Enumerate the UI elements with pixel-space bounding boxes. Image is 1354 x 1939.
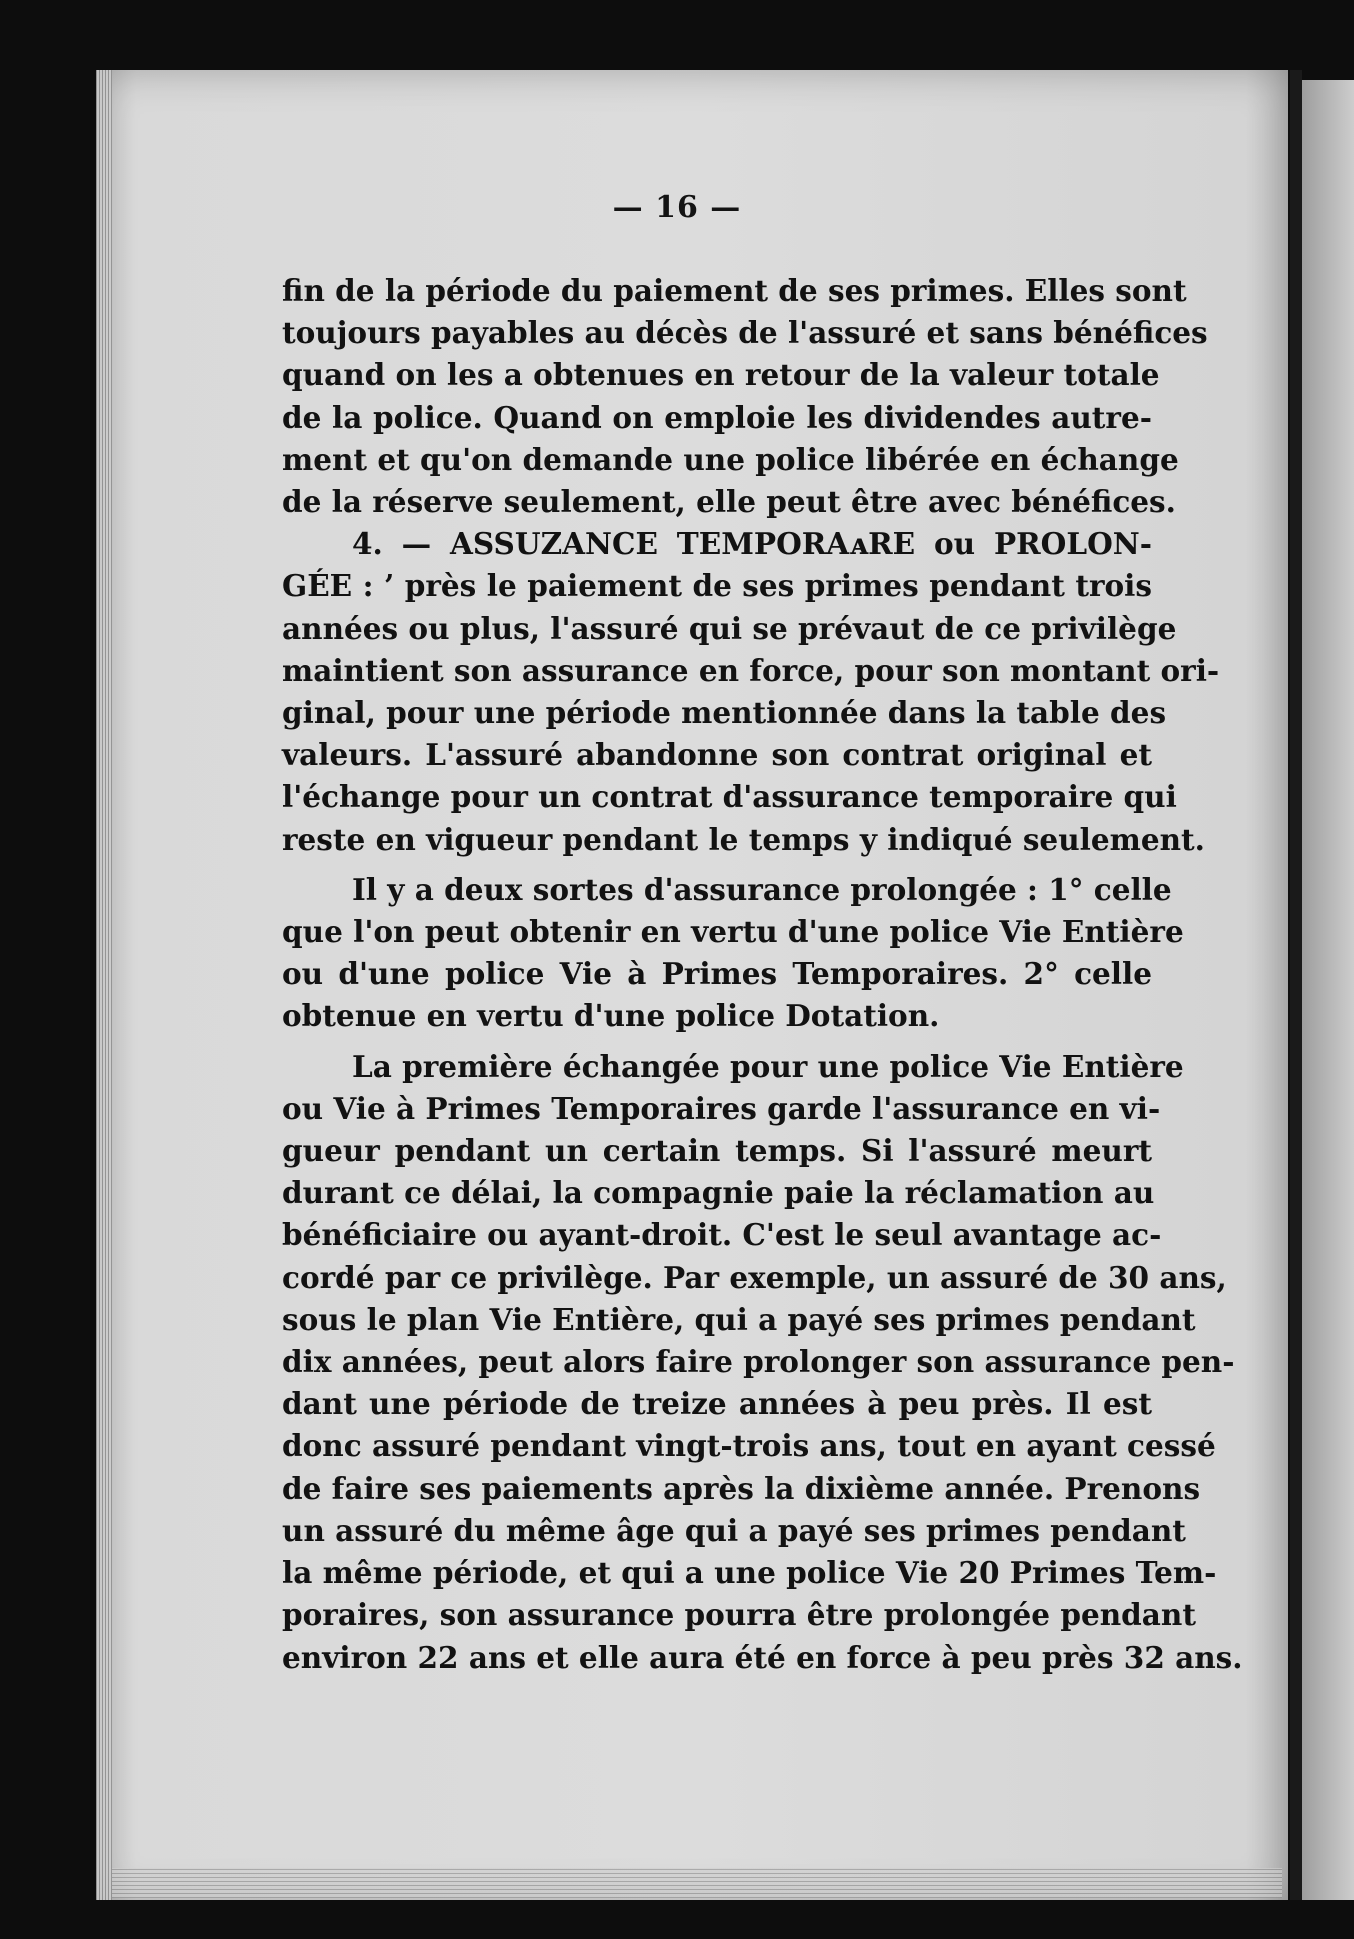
text-line: sous le plan Vie Entière, qui a payé ses primes pendant [282, 1301, 1196, 1337]
paragraph [282, 869, 1184, 1038]
text-line: l'échange pour un contrat d'assurance temporaire qui [282, 779, 1177, 815]
text-line: un assuré du même âge qui a payé ses primes pendant [282, 1512, 1186, 1548]
text-line: bénéficiaire ou ayant-droit. C'est le seul avantage ac- [282, 1217, 1162, 1253]
page-body [282, 270, 1243, 1679]
book-gutter [1290, 70, 1302, 1900]
text-line: fin de la période du paiement de ses primes. Elles sont [282, 273, 1187, 308]
text-line: environ 22 ans et elle aura été en force à peu près 32 ans. [282, 1639, 1243, 1675]
text-line: ginal, pour une période mentionnée dans la table des [282, 695, 1167, 731]
text-line: de la réserve seulement, elle peut être avec bénéfices. [282, 484, 1176, 520]
text-line: cordé par ce privilège. Par exemple, un assuré de 30 ans, [282, 1259, 1227, 1295]
paragraph [282, 1046, 1243, 1679]
page-number: — 16 — [612, 190, 742, 225]
text-line: de faire ses paiements après la dixième année. Prenons [282, 1470, 1201, 1506]
adjacent-page [1302, 80, 1354, 1900]
text-line: ou Vie à Primes Temporaires garde l'assurance en vi- [282, 1090, 1161, 1126]
text-line: durant ce délai, la compagnie paie la réclamation au [282, 1175, 1155, 1211]
text-line: obtenue en vertu d'une police Dotation. [282, 998, 940, 1034]
text-line: poraires, son assurance pourra être prolongée pendant [282, 1597, 1196, 1633]
page-edge-left [96, 70, 112, 1900]
text-line: 4. — ASSUZANCE TEMPORAᴀRE ou PROLON- [352, 526, 1152, 562]
text-line: ment et qu'on demande une police libérée en échange [282, 441, 1179, 477]
text-line: maintient son assurance en force, pour son montant ori- [282, 652, 1220, 688]
text-line: valeurs. L'assuré abandonne son contrat original et [282, 737, 1152, 773]
text-line: quand on les a obtenues en retour de la valeur totale [282, 357, 1160, 393]
text-line: ou d'une police Vie à Primes Temporaires. 2° celle [282, 956, 1152, 992]
text-line: années ou plus, l'assuré qui se prévaut de ce privilège [282, 610, 1177, 646]
text-line: dix années, peut alors faire prolonger son assurance pen- [282, 1344, 1235, 1380]
page-edge-bottom [112, 1868, 1282, 1898]
text-line: La première échangée pour une police Vie Entière [352, 1048, 1184, 1084]
text-line: toujours payables au décès de l'assuré et sans bénéfices [282, 315, 1208, 351]
text-line: que l'on peut obtenir en vertu d'une police Vie Entière [282, 914, 1184, 950]
paragraph [282, 523, 1220, 861]
text-line: dant une période de treize années à peu près. Il est [282, 1386, 1152, 1422]
text-line: Il y a deux sortes d'assurance prolongée : 1° celle [352, 871, 1172, 907]
text-line: reste en vigueur pendant le temps y indiqué seulement. [282, 821, 1205, 857]
text-line: GÉE : ’ près le paiement de ses primes pendant trois [282, 568, 1152, 604]
text-line: gueur pendant un certain temps. Si l'assuré meurt [282, 1133, 1152, 1169]
text-line: donc assuré pendant vingt-trois ans, tout en ayant cessé [282, 1428, 1216, 1464]
text-line: de la police. Quand on emploie les dividendes autre- [282, 399, 1152, 435]
paragraph [282, 270, 1208, 523]
text-line: la même période, et qui a une police Vie 20 Primes Tem- [282, 1555, 1217, 1591]
